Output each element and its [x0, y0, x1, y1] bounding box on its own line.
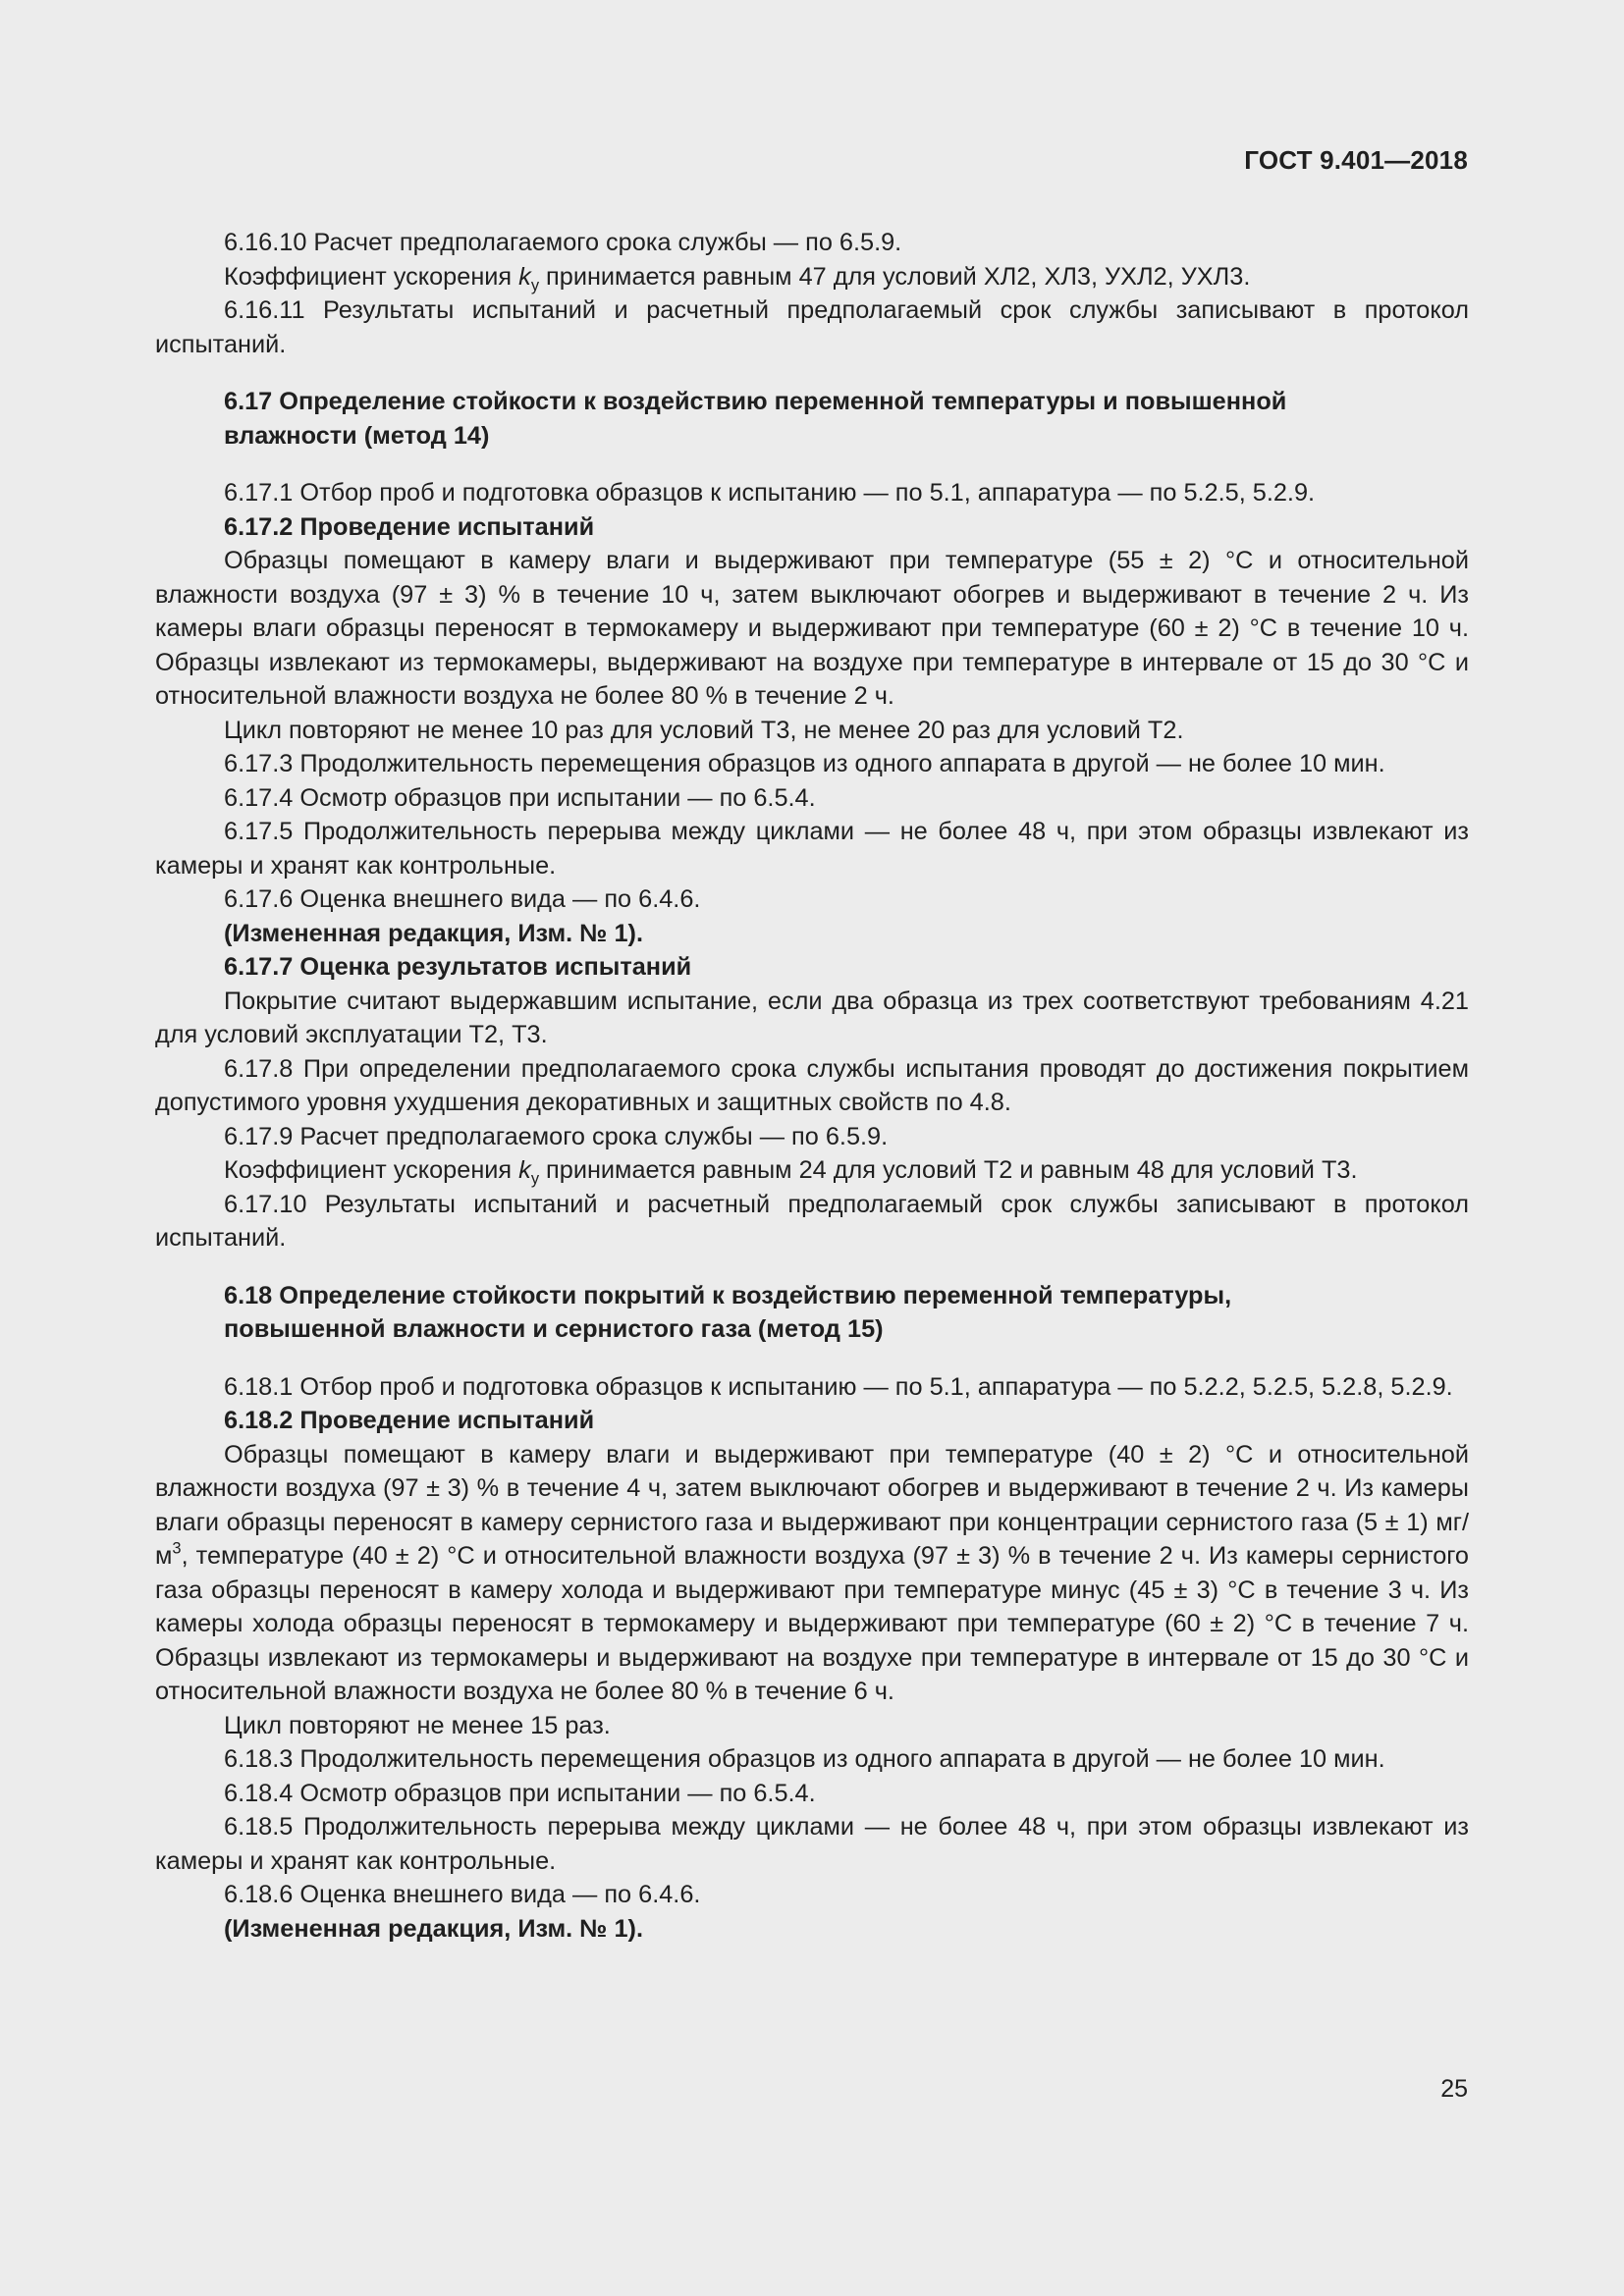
clause-6-18-2-text: Образцы помещают в камеру влаги и выдерживают при температуре (40 ± 2) °С и относительной влажности воздуха (97 ± 3) % в течение 4 ч, затем выключают обогрев и выдерживают в течение 2 ч. Из камеры влаги образцы переносят в камеру сернистого газа и выдерживают при концентрации сернистого газа (5 ± 1) $мг/м^3$, температуре (40 ± 2) °С и относительной влажности воздуха (97 ± 3) % в течение 2 ч. Из камеры сернистого газа образцы переносят в камеру холода и выдерживают при температуре минус (45 ± 3) °С в течение 3 ч. Из камеры холода образцы переносят в термокамеру и выдерживают при температуре (60 ± 2) °С в течение 7 ч. Образцы извлекают из термокамеры и выдерживают на воздухе при температуре в интервале от 15 до 30 °С и относительной влажности воздуха не более 80 % в течение 6 ч. [155, 1440, 1469, 1705]
clause-6-16-11: 6.16.11 Результаты испытаний и расчетный предполагаемый срок службы записывают в протокол испытаний. [155, 296, 1469, 358]
coefficient-symbol: k [518, 262, 531, 291]
clause-6-17-3: 6.17.3 Продолжительность перемещения образцов из одного аппарата в другой — не более 10 мин. [224, 750, 1385, 777]
clause-6-17-2-cycle: Цикл повторяют не менее 10 раз для условий Т3, не менее 20 раз для условий Т2. [224, 716, 1184, 744]
page-body [155, 226, 1469, 1946]
clause-6-18-4: 6.18.4 Осмотр образцов при испытании — по 6.5.4. [224, 1779, 816, 1807]
clause-6-17-6: 6.17.6 Оценка внешнего вида — по 6.4.6. [224, 885, 701, 913]
clause-6-18-5: 6.18.5 Продолжительность перерыва между циклами — не более 48 ч, при этом образцы извлекают из камеры и хранят как контрольные. [155, 1813, 1469, 1875]
clause-6-18-2-cycle: Цикл повторяют не менее 15 раз. [224, 1711, 611, 1739]
clause-6-18-6: 6.18.6 Оценка внешнего вида — по 6.4.6. [224, 1881, 701, 1908]
clause-6-17-7-title: 6.17.7 Оценка результатов испытаний [224, 953, 692, 981]
clause-6-17-10: 6.17.10 Результаты испытаний и расчетный предполагаемый срок службы записывают в протокол испытаний. [155, 1190, 1469, 1252]
clause-6-18-2-title: 6.18.2 Проведение испытаний [224, 1407, 595, 1434]
clause-6-16-10-coefficient: Коэффициент ускорения $k_у$ принимается равным 47 для условий ХЛ2, ХЛ3, УХЛ2, УХЛ3. [224, 262, 1251, 294]
clause-6-17-5: 6.17.5 Продолжительность перерыва между циклами — не более 48 ч, при этом образцы извлекают из камеры и хранят как контрольные. [155, 818, 1469, 880]
clause-6-17-2-title: 6.17.2 Проведение испытаний [224, 512, 595, 541]
clause-6-18-1: 6.18.1 Отбор проб и подготовка образцов к испытанию — по 5.1, аппаратура — по 5.2.2, 5.2.5, 5.2.8, 5.2.9. [224, 1372, 1453, 1401]
coefficient-symbol: k [518, 1156, 531, 1184]
clause-6-16-10: 6.16.10 Расчет предполагаемого срока службы — по 6.5.9. [224, 229, 902, 256]
section-heading-6-17: 6.17 Определение стойкости к воздействию переменной температуры и повышенной влажности (метод 14) [224, 388, 1287, 450]
clause-6-17-9: 6.17.9 Расчет предполагаемого срока службы — по 6.5.9. [224, 1122, 889, 1150]
amendment-note: (Измененная редакция, Изм. № 1). [224, 919, 643, 947]
clause-6-17-4: 6.17.4 Осмотр образцов при испытании — по 6.5.4. [224, 783, 816, 812]
clause-6-17-1: 6.17.1 Отбор проб и подготовка образцов к испытанию — по 5.1, аппаратура — по 5.2.5, 5.2.9. [224, 479, 1316, 507]
amendment-note: (Измененная редакция, Изм. № 1). [224, 1914, 643, 1943]
clause-6-17-2-text: Образцы помещают в камеру влаги и выдерживают при температуре (55 ± 2) °С и относительной влажности воздуха (97 ± 3) % в течение 10 ч, затем выключают обогрев и выдерживают в течение 2 ч. Из камеры влаги образцы переносят в термокамеру и выдерживают при температуре (60 ± 2) °С в течение 10 ч. Образцы извлекают из термокамеры, выдерживают на воздухе при температуре в интервале от 15 до 30 °С и относительной влажности воздуха не более 80 % в течение 2 ч. [155, 547, 1469, 710]
clause-6-17-9-coefficient: Коэффициент ускорения $k_у$ принимается равным 24 для условий Т2 и равным 48 для условий Т3. [224, 1156, 1358, 1188]
section-heading-6-18: 6.18 Определение стойкости покрытий к воздействию переменной температуры, повышенной влажности и сернистого газа (метод 15) [224, 1281, 1232, 1343]
page-number: 25 [1440, 2075, 1468, 2103]
document-code: ГОСТ 9.401—2018 [1244, 145, 1468, 175]
clause-6-17-7-text: Покрытие считают выдержавшим испытание, если два образца из трех соответствуют требованиям 4.21 для условий эксплуатации Т2, Т3. [155, 987, 1469, 1048]
clause-6-17-8: 6.17.8 При определении предполагаемого срока службы испытания проводят до достижения покрытием допустимого уровня ухудшения декоративных и защитных свойств по 4.8. [155, 1054, 1469, 1116]
clause-6-18-3: 6.18.3 Продолжительность перемещения образцов из одного аппарата в другой — не более 10 мин. [224, 1745, 1385, 1773]
